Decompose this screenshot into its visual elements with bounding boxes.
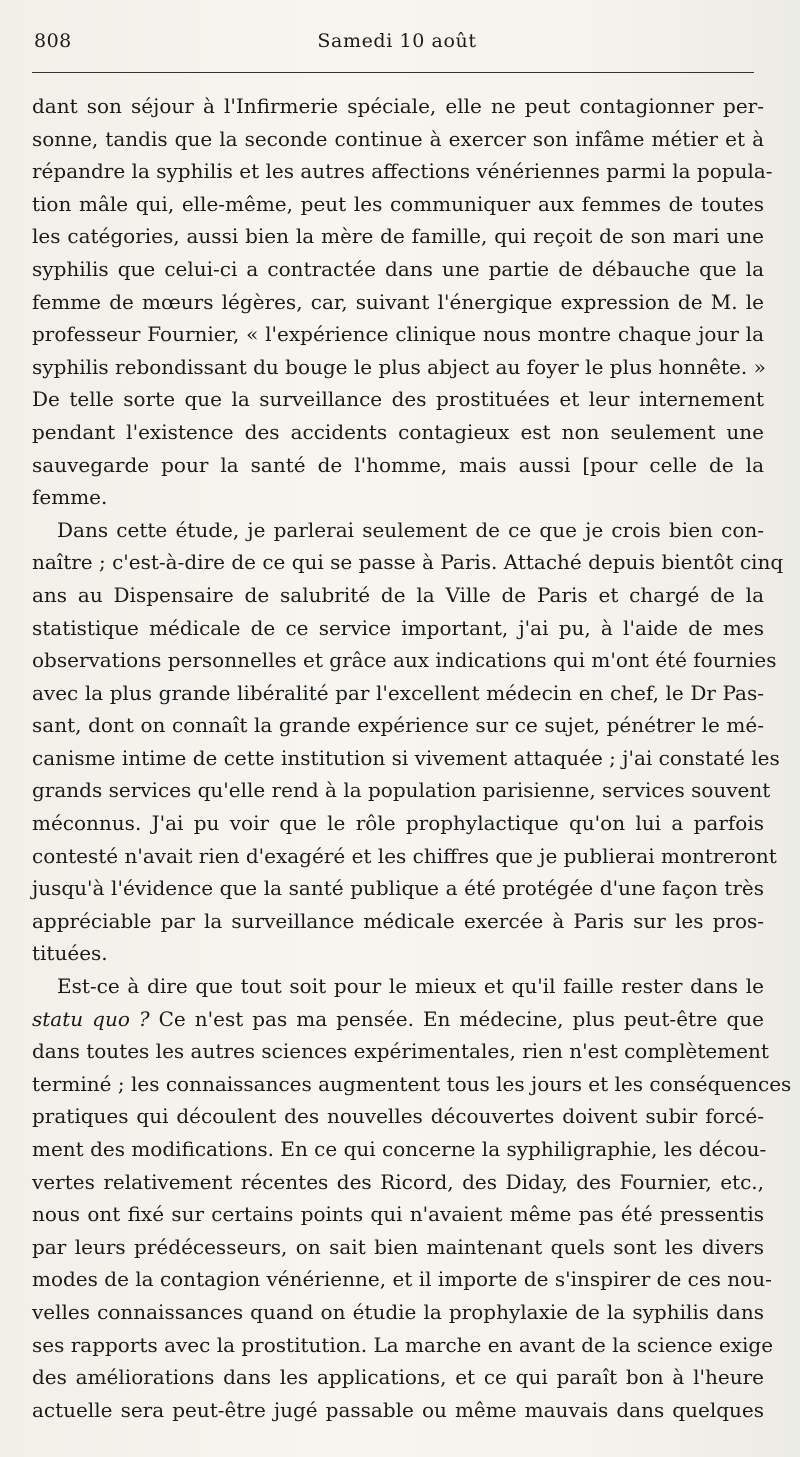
body-text — [32, 90, 792, 1426]
text-line: jusqu'à l'évidence que la santé publique a été protégée d'une façon très — [32, 876, 764, 901]
text-line: contesté n'avait rien d'exagéré et les chiffres que je publierai montreront — [32, 843, 777, 868]
text-line: terminé ; les connaissances augmentent tous les jours et les conséquences — [32, 1071, 792, 1096]
text-line: répandre la syphilis et les autres affections vénériennes parmi la popula- — [32, 159, 773, 184]
text-line: vertes relativement récentes des Ricord, des Diday, des Fournier, etc., — [32, 1169, 764, 1194]
text-line: Dans cette étude, je parlerai seulement de ce que je crois bien con- — [57, 517, 764, 542]
text-line: ans au Dispensaire de salubrité de la Ville de Paris et chargé de la — [32, 582, 764, 607]
text-line: actuelle sera peut-être jugé passable ou même mauvais dans quelques — [32, 1397, 764, 1422]
text-line: nous ont fixé sur certains points qui n'avaient même pas été pressentis — [32, 1202, 764, 1227]
text-line: avec la plus grande libéralité par l'excellent médecin en chef, le Dr Pas- — [32, 680, 764, 705]
text-line: Est-ce à dire que tout soit pour le mieux et qu'il faille rester dans le — [57, 974, 764, 999]
running-head: Samedi 10 août — [317, 30, 477, 52]
text-line: canisme intime de cette institution si vivement attaquée ; j'ai constaté les — [32, 745, 780, 770]
text-line: pratiques qui découlent des nouvelles découvertes doivent subir forcé- — [32, 1104, 764, 1129]
text-line: tion mâle qui, elle-même, peut les communiquer aux femmes de toutes — [32, 191, 764, 216]
text-line: femme de mœurs légères, car, suivant l'énergique expression de M. le — [32, 289, 764, 314]
page-header — [34, 30, 760, 62]
text-line: par leurs prédécesseurs, on sait bien maintenant quels sont les divers — [32, 1234, 764, 1259]
text-line: grands services qu'elle rend à la population parisienne, services souvent — [32, 778, 771, 803]
text-line — [32, 1003, 764, 1036]
text-line: sauvegarde pour la santé de l'homme, mais aussi [pour celle de la — [32, 452, 764, 477]
text-line: professeur Fournier, « l'expérience clinique nous montre chaque jour la — [32, 322, 764, 347]
text-line: velles connaissances quand on étudie la prophylaxie de la syphilis dans — [32, 1299, 764, 1324]
text-line: méconnus. J'ai pu voir que le rôle prophylactique qu'on lui a parfois — [32, 811, 764, 836]
text-line: des améliorations dans les applications, et ce qui paraît bon à l'heure — [32, 1365, 764, 1390]
italic-phrase: statu quo ? — [32, 1006, 150, 1031]
text-line: femme. — [32, 485, 108, 510]
text-line: dant son séjour à l'Infirmerie spéciale, elle ne peut contagionner per- — [32, 94, 764, 118]
header-rule — [32, 72, 754, 73]
text-line: syphilis que celui-ci a contractée dans une partie de débauche que la — [32, 256, 764, 281]
text-line: ses rapports avec la prostitution. La marche en avant de la science exige — [32, 1332, 774, 1357]
text-line: les catégories, aussi bien la mère de famille, qui reçoit de son mari une — [32, 224, 764, 249]
text-line: syphilis rebondissant du bouge le plus abject au foyer le plus honnête. » — [32, 354, 766, 379]
text-line: modes de la contagion vénérienne, et il importe de s'inspirer de ces nou- — [32, 1267, 772, 1292]
text-line: statistique médicale de ce service important, j'ai pu, à l'aide de mes — [32, 615, 764, 640]
text-line: pendant l'existence des accidents contagieux est non seulement une — [32, 419, 764, 444]
text-line: sant, dont on connaît la grande expérience sur ce sujet, pénétrer le mé- — [32, 713, 764, 738]
text-line: tituées. — [32, 941, 108, 966]
text-line: sonne, tandis que la seconde continue à exercer son infâme métier et à — [32, 126, 764, 151]
text-line-rest: Ce n'est pas ma pensée. En médecine, plus peut-être que — [149, 1006, 764, 1031]
text-line: ment des modifications. En ce qui concerne la syphiligraphie, les décou- — [32, 1137, 767, 1161]
text-line: naître ; c'est-à-dire de ce qui se passe à Paris. Attaché depuis bientôt cinq — [32, 550, 784, 575]
page-number: 808 — [34, 30, 72, 52]
text-line: appréciable par la surveillance médicale exercée à Paris sur les pros- — [32, 908, 764, 933]
text-line: observations personnelles et grâce aux indications qui m'ont été fournies — [32, 648, 777, 673]
text-line: dans toutes les autres sciences expérimentales, rien n'est complètement — [32, 1039, 769, 1064]
text-line: De telle sorte que la surveillance des prostituées et leur internement — [32, 387, 764, 412]
